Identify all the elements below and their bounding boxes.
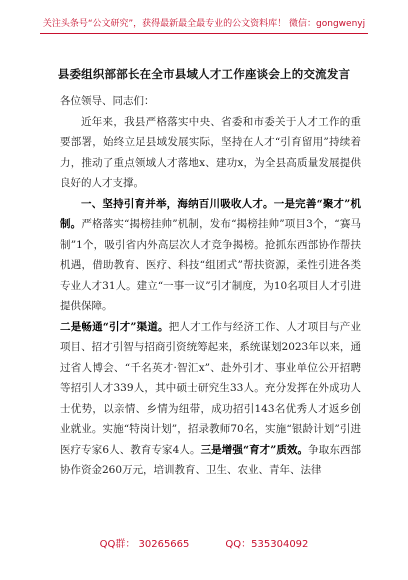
document-title: 县委组织部部长在全市县域人才工作座谈会上的交流发言 [57, 67, 351, 81]
section-1-sub-1-heading: 一是完善“聚才”机制。 [60, 197, 361, 230]
section-1-sub-3-heading: 三是增强“育才”质效。 [200, 443, 309, 456]
section-1-sub-1-text: 严格落实“揭榜挂帅”机制，发布“揭榜挂帅”项目3个，“赛马制”1个，吸引省内外高层次人才竞争揭榜。抢抓东西部协作帮扶机遇，借助教育、医疗、科技“组团式”帮扶资源，柔性引进各类专业人才31人。建立“一事一议”引才制度，为10名项目人才引进提供保障。 [60, 218, 362, 312]
footer-qq-contact: QQ：535304092 [225, 539, 309, 550]
salutation: 各位领导、同志们： [60, 95, 155, 107]
page-header-banner: 关注头条号“公文研究”，获得最新最全最专业的公文资料库！ 微信：gongwenyj [42, 19, 366, 29]
footer-qq-group: QQ群： 30265665 [99, 539, 190, 550]
header-divider [40, 33, 368, 34]
section-1-sub-2-text: 把人才工作与经济工作、人才项目与产业项目、招才引智与招商引资统筹起来，系统谋划2023年以来，通过省人博会、“千名英才·智汇x”、赴外引才、事业单位公开招聘等招引人才339人，其中硕士研究生33人。充分发挥在外成功人士优势，以亲情、乡情为纽带，成功招引143名优秀人才返乡创业就业。实施“特岗计划”，招录教师70名，实施“银龄计划”引进医疗专家6人、教育专家4人。 [60, 320, 361, 456]
section-1-heading: 一、坚持引育并举，海纳百川吸收人才。 [81, 197, 274, 210]
section-1-paragraph [60, 194, 361, 317]
section-1-sub-2-heading: 二是畅通“引才”渠道。 [60, 320, 169, 333]
intro-paragraph: 近年来，我县严格落实中央、省委和市委关于人才工作的重要部署，始终立足县域发展实际，坚持在人才“引育留用”持续着力，推动了重点领域人才落地x、建功x，为全县高质量发展提供良好的人才支撑。 [60, 115, 361, 189]
page-footer [0, 535, 408, 550]
section-1-sub-3-text: 争取东西部协作资金260万元，培训教育、卫生、农业、青年、法律 [60, 443, 361, 476]
section-1-sub-2-paragraph [60, 317, 361, 481]
document-body [60, 91, 361, 481]
